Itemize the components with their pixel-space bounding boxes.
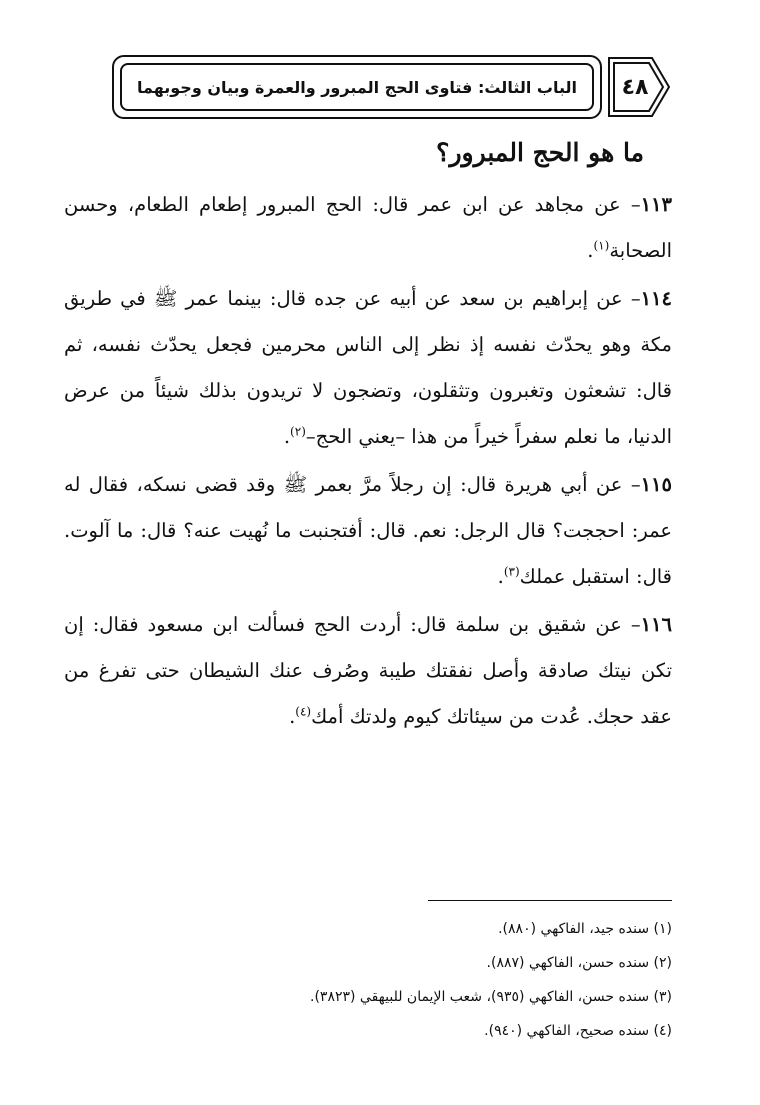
- hadith-dash: –: [622, 287, 641, 310]
- hadith-end: .: [497, 565, 504, 588]
- footnote-ref: (١): [593, 238, 610, 253]
- hadith-dash: –: [622, 473, 641, 496]
- hadith-text: عن إبراهيم بن سعد عن أبيه عن جده قال: بينما عمر ﷺ في طريق مكة وهو يحدّث نفسه إذ نظر إلى الناس محرمين فجعل يحدّث نفسه، ثم قال: تشعثون وتغبرون وتثقلون، وتضجون لا تريدون بذلك شيئاً من عرض الدنيا، ما نعلم سفراً خيراً من هذا –يعني الحج–: [64, 287, 672, 448]
- main-content: [64, 124, 672, 742]
- hadith-text: عن شقيق بن سلمة قال: أردت الحج فسألت ابن مسعود فقال: إن تكن نيتك صادقة وأصل نفقتك طيبة وصُرف عنك الشيطان حتى تفرغ من عقد حجك. عُدت من سيئاتك كيوم ولدتك أمك: [64, 613, 672, 728]
- footnote-ref: (٤): [295, 704, 312, 719]
- hadith-number: ١١٥: [640, 473, 672, 496]
- hadith-113: [64, 182, 672, 274]
- chapter-title-frame: [112, 55, 602, 119]
- footnotes: [64, 912, 672, 1048]
- page-header: [112, 55, 672, 121]
- footnote-separator: [428, 900, 672, 901]
- hadith-text: عن مجاهد عن ابن عمر قال: الحج المبرور إطعام الطعام، وحسن الصحابة: [64, 193, 672, 262]
- hadith-number: ١١٦: [640, 613, 672, 636]
- hadith-number: ١١٣: [640, 193, 672, 216]
- chapter-title: الباب الثالث: فتاوى الحج المبرور والعمرة وبيان وجوبهما: [136, 77, 578, 97]
- hadith-end: .: [587, 239, 594, 262]
- hadith-dash: –: [620, 193, 641, 216]
- hadith-114: [64, 276, 672, 460]
- footnote-3: (٣) سنده حسن، الفاكهي (٩٣٥)، شعب الإيمان للبيهقي (٣٨٢٣).: [310, 989, 672, 1005]
- hadith-text: عن أبي هريرة قال: إن رجلاً مرَّ بعمر ﷺ وقد قضى نسكه، فقال له عمر: احججت؟ قال الرجل: نعم. قال: أفتجنبت ما نُهيت عنه؟ قال: ما آلوت. قال: استقبل عملك: [64, 473, 672, 588]
- page-number-tab: [606, 55, 672, 119]
- footnote-ref: (٢): [290, 424, 306, 439]
- hadith-number: ١١٤: [640, 287, 672, 310]
- chapter-title-inner-frame: [120, 63, 594, 111]
- hadith-end: .: [289, 705, 296, 728]
- footnote-1: (١) سنده جيد، الفاكهي (٨٨٠).: [498, 921, 672, 937]
- footnote-4: (٤) سنده صحيح، الفاكهي (٩٤٠).: [484, 1023, 672, 1039]
- section-title: ما هو الحج المبرور؟: [436, 138, 644, 167]
- footnote-ref: (٣): [503, 564, 520, 579]
- footnote-2: (٢) سنده حسن، الفاكهي (٨٨٧).: [486, 955, 672, 971]
- hadith-115: [64, 462, 672, 600]
- hadith-dash: –: [621, 613, 641, 636]
- hadith-116: [64, 602, 672, 740]
- hadith-end: .: [283, 425, 291, 448]
- page-number: ٤٨: [621, 74, 649, 100]
